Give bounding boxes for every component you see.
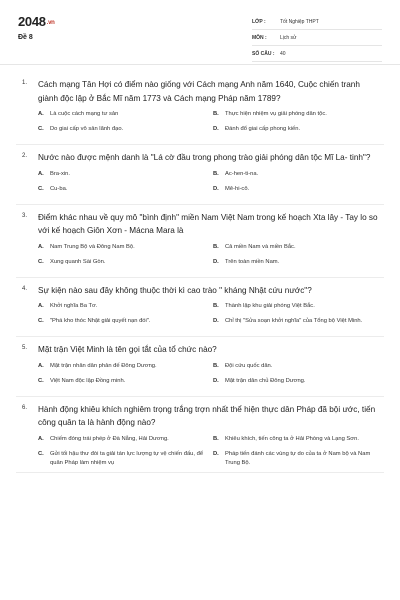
option-letter: C.	[38, 377, 44, 384]
question-item	[16, 72, 384, 145]
answer-options	[38, 165, 380, 204]
meta-row-subject	[252, 30, 382, 46]
option-b[interactable]	[213, 170, 380, 185]
option-letter: D.	[213, 185, 219, 192]
site-logo[interactable]	[18, 14, 55, 29]
option-letter: B.	[213, 243, 219, 250]
option-text: Mê-hi-cô.	[225, 185, 250, 192]
option-text: "Phá kho thóc Nhật giải quyết nạn đói".	[50, 318, 151, 324]
question-text: Mặt trận Việt Minh là tên gọi tắt của tổ chức nào?	[38, 345, 217, 354]
option-text: Khởi nghĩa Ba Tơ.	[50, 303, 98, 309]
option-letter: D.	[213, 258, 219, 265]
question-text: Điểm khác nhau về quy mô "bình định" miền Nam Việt Nam trong kế hoạch Xta lây - Tay lo so với kế hoạch Giôn Xơn - Mácna Mara là	[38, 212, 378, 235]
meta-key: LỚP :	[252, 18, 266, 25]
option-letter: C.	[38, 318, 44, 324]
option-d[interactable]	[213, 317, 380, 332]
question-number: 3.	[22, 212, 28, 219]
option-b[interactable]	[213, 362, 380, 377]
option-letter: D.	[213, 450, 219, 457]
option-text: Ac-hen-ti-na.	[225, 170, 259, 177]
option-letter: C.	[38, 450, 44, 457]
option-letter: B.	[213, 170, 219, 177]
option-text: Thực hiện nhiệm vụ giải phóng dân tộc.	[225, 111, 327, 117]
question-number: 6.	[22, 404, 28, 411]
option-letter: D.	[213, 377, 219, 384]
option-c[interactable]	[38, 125, 205, 140]
option-letter: B.	[213, 435, 219, 442]
option-a[interactable]	[38, 302, 205, 317]
option-text: Là cuộc cách mạng tư sản	[50, 111, 119, 117]
option-letter: B.	[213, 362, 219, 369]
meta-value: Tốt Nghiệp THPT	[280, 18, 319, 25]
option-a[interactable]	[38, 243, 205, 258]
answer-options	[38, 105, 380, 144]
question-number: 1.	[22, 80, 28, 86]
logo-suffix: .vn	[46, 19, 55, 26]
question-number: 4.	[22, 285, 28, 292]
option-b[interactable]	[213, 435, 380, 450]
question-text: Nước nào được mệnh danh là "Lá cờ đầu trong phong trào giải phóng dân tộc Mĩ La- tinh"?	[38, 153, 371, 162]
option-text: Cả miền Nam và miền Bắc.	[225, 243, 296, 250]
logo-text: 2048	[18, 14, 46, 29]
option-d[interactable]	[213, 185, 380, 200]
option-text: Nam Trung Bộ và Đông Nam Bộ.	[50, 243, 135, 250]
answer-options	[38, 430, 380, 472]
option-c[interactable]	[38, 377, 205, 392]
option-text: Thành lập khu giải phóng Việt Bắc.	[225, 303, 315, 309]
option-d[interactable]	[213, 258, 380, 273]
option-text: Chỉ thị "Sửa soạn khởi nghĩa" của Tổng bộ Việt Minh.	[225, 318, 363, 324]
option-b[interactable]	[213, 302, 380, 317]
option-text: Chiếm đóng trái phép ở Đà Nẵng, Hải Dương.	[50, 435, 169, 442]
option-text: Khiêu khích, tiến công ta ở Hải Phòng và Lạng Sơn.	[225, 435, 359, 442]
option-d[interactable]	[213, 450, 380, 468]
option-letter: C.	[38, 185, 44, 192]
question-text: Sự kiện nào sau đây không thuộc thời kì cao trào " kháng Nhật cứu nước"?	[38, 285, 312, 295]
question-item	[16, 205, 384, 278]
option-text: Mặt trận nhân dân phản đế Đông Dương.	[50, 362, 157, 369]
option-letter: D.	[213, 126, 219, 132]
option-letter: A.	[38, 111, 44, 117]
option-c[interactable]	[38, 317, 205, 332]
option-text: Đội cứu quốc dân.	[225, 362, 273, 369]
option-text: Mặt trận dân chủ Đông Dương.	[225, 377, 306, 384]
option-b[interactable]	[213, 243, 380, 258]
meta-value: Lịch sử	[280, 34, 297, 41]
option-a[interactable]	[38, 170, 205, 185]
option-c[interactable]	[38, 258, 205, 273]
option-letter: B.	[213, 111, 219, 117]
meta-value: 40	[280, 50, 286, 57]
question-number: 5.	[22, 345, 28, 351]
option-d[interactable]	[213, 377, 380, 392]
option-a[interactable]	[38, 110, 205, 125]
question-item	[16, 337, 384, 397]
meta-row-count	[252, 46, 382, 62]
meta-key: MÔN :	[252, 34, 267, 41]
option-letter: A.	[38, 435, 44, 442]
option-letter: C.	[38, 126, 44, 132]
header-divider	[0, 64, 400, 65]
option-letter: A.	[38, 362, 44, 369]
meta-key: SỐ CÂU :	[252, 50, 275, 57]
option-a[interactable]	[38, 435, 205, 450]
option-d[interactable]	[213, 125, 380, 140]
option-text: Trên toàn miền Nam.	[225, 258, 280, 265]
option-text: Đánh đổ giai cấp phong kiến.	[225, 126, 301, 132]
option-c[interactable]	[38, 185, 205, 200]
option-text: Xung quanh Sài Gòn.	[50, 258, 106, 265]
question-number: 2.	[22, 153, 28, 159]
option-text: Do giai cấp vô sản lãnh đạo.	[50, 126, 124, 132]
question-item	[16, 278, 384, 338]
option-letter: A.	[38, 243, 44, 250]
option-letter: A.	[38, 170, 44, 177]
exam-code: Đề 8	[18, 34, 33, 41]
option-c[interactable]	[38, 450, 205, 468]
option-text: Cu-ba.	[50, 185, 68, 192]
option-letter: D.	[213, 318, 219, 324]
answer-options	[38, 357, 380, 396]
answer-options	[38, 297, 380, 336]
exam-header	[0, 0, 400, 72]
option-a[interactable]	[38, 362, 205, 377]
meta-row-class	[252, 14, 382, 30]
option-letter: C.	[38, 258, 44, 265]
option-letter: B.	[213, 303, 219, 309]
option-letter: A.	[38, 303, 44, 309]
question-text: Hành động khiêu khích nghiêm trọng trắng trợn nhất thể hiện thực dân Pháp đã bội ước, tiến công quân ta là hành động nào?	[38, 404, 376, 427]
question-text: Cách mạng Tân Hợi có điểm nào giống với Cách mạng Anh năm 1640, Cuộc chiến tranh giành độc lập ở Bắc Mĩ năm 1773 và Cách mạng Pháp năm 1789?	[38, 80, 360, 103]
question-item	[16, 397, 384, 473]
answer-options	[38, 238, 380, 277]
option-text: Pháp tiến đánh các vùng tự do của ta ở Nam bộ và Nam Trung Bộ.	[225, 450, 371, 466]
exam-meta	[252, 14, 382, 62]
option-text: Gửi tối hậu thư đòi ta giải tán lực lượng tự vệ chiến đấu, để quân Pháp làm nhiệm vụ	[50, 450, 204, 466]
question-list	[0, 72, 400, 473]
option-text: Bra-xin.	[50, 170, 70, 177]
question-item	[16, 145, 384, 205]
option-text: Việt Nam độc lập Đồng minh.	[50, 377, 126, 384]
option-b[interactable]	[213, 110, 380, 125]
